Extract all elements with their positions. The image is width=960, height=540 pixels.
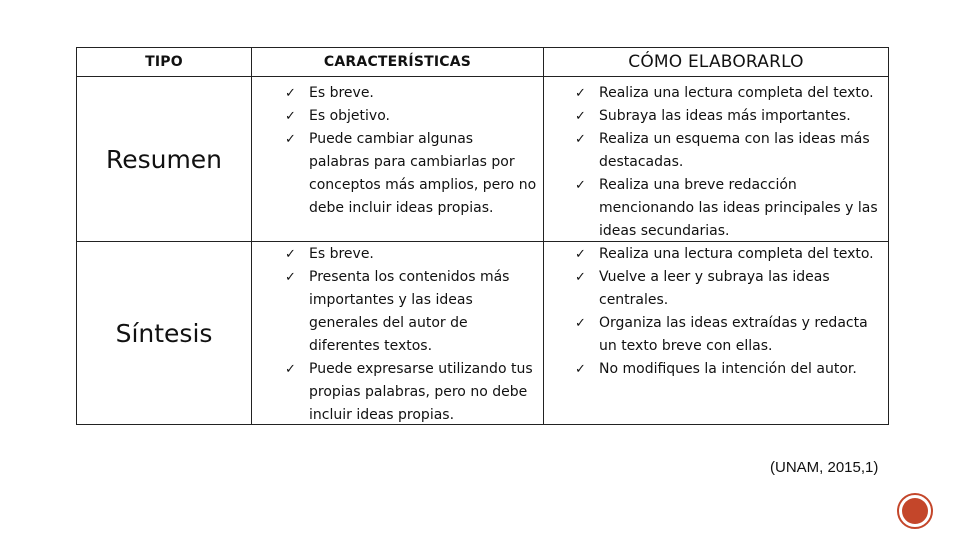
list-item (575, 312, 881, 358)
sintesis-como-elaborarlo (575, 243, 881, 381)
citation: (UNAM, 2015,1) (770, 459, 879, 476)
sintesis-caracteristicas (285, 243, 537, 427)
check-icon: ✓ (575, 270, 586, 285)
check-icon: ✓ (575, 362, 586, 377)
check-icon: ✓ (285, 247, 296, 262)
list-item-text: Organiza las ideas extraídas y redacta un texto breve con ellas. (599, 315, 868, 354)
check-icon: ✓ (285, 132, 296, 147)
list-item-text: Vuelve a leer y subraya las ideas centrales. (599, 269, 830, 308)
check-icon: ✓ (575, 86, 586, 101)
list-item-text: Realiza una lectura completa del texto. (599, 85, 874, 101)
list-item-text: Puede cambiar algunas palabras para cambiarlas por conceptos más amplios, pero no debe incluir ideas propias. (309, 131, 537, 216)
row-label-resumen: Resumen (105, 144, 223, 174)
list-item-text: Realiza una lectura completa del texto. (599, 246, 874, 262)
check-icon: ✓ (285, 270, 296, 285)
resumen-como-elaborarlo (575, 82, 881, 243)
list-item (575, 358, 881, 381)
comparison-table (76, 47, 889, 425)
list-item (285, 105, 537, 128)
check-icon: ✓ (575, 132, 586, 147)
list-item-text: Realiza un esquema con las ideas más destacadas. (599, 131, 870, 170)
list-item-text: Subraya las ideas más importantes. (599, 108, 851, 124)
list-item (575, 128, 881, 174)
list-item (575, 174, 881, 243)
check-icon: ✓ (285, 362, 296, 377)
list-item (285, 266, 537, 358)
row-label-sintesis: Síntesis (115, 318, 213, 348)
check-icon: ✓ (285, 109, 296, 124)
list-item (285, 243, 537, 266)
resumen-caracteristicas (285, 82, 537, 220)
header-caracteristicas: CARACTERÍSTICAS (323, 54, 472, 70)
list-item (575, 105, 881, 128)
slide-badge-icon (897, 493, 933, 529)
list-item-text: No modifiques la intención del autor. (599, 361, 857, 377)
header-tipo: TIPO (145, 54, 183, 70)
list-item (285, 128, 537, 220)
list-item-text: Es breve. (309, 246, 374, 262)
header-como-elaborarlo: CÓMO ELABORARLO (628, 52, 804, 72)
check-icon: ✓ (575, 178, 586, 193)
list-item (575, 243, 881, 266)
list-item-text: Puede expresarse utilizando tus propias palabras, pero no debe incluir ideas propias. (309, 361, 533, 423)
list-item (285, 358, 537, 427)
check-icon: ✓ (285, 86, 296, 101)
list-item-text: Realiza una breve redacción mencionando las ideas principales y las ideas secundarias. (599, 177, 878, 239)
check-icon: ✓ (575, 247, 586, 262)
list-item (575, 82, 881, 105)
check-icon: ✓ (575, 316, 586, 331)
list-item-text: Es breve. (309, 85, 374, 101)
check-icon: ✓ (575, 109, 586, 124)
badge-inner (902, 498, 928, 524)
list-item-text: Presenta los contenidos más importantes y las ideas generales del autor de diferentes textos. (309, 269, 510, 354)
column-divider (251, 48, 252, 424)
list-item-text: Es objetivo. (309, 108, 390, 124)
list-item (285, 82, 537, 105)
column-divider (543, 48, 544, 424)
list-item (575, 266, 881, 312)
